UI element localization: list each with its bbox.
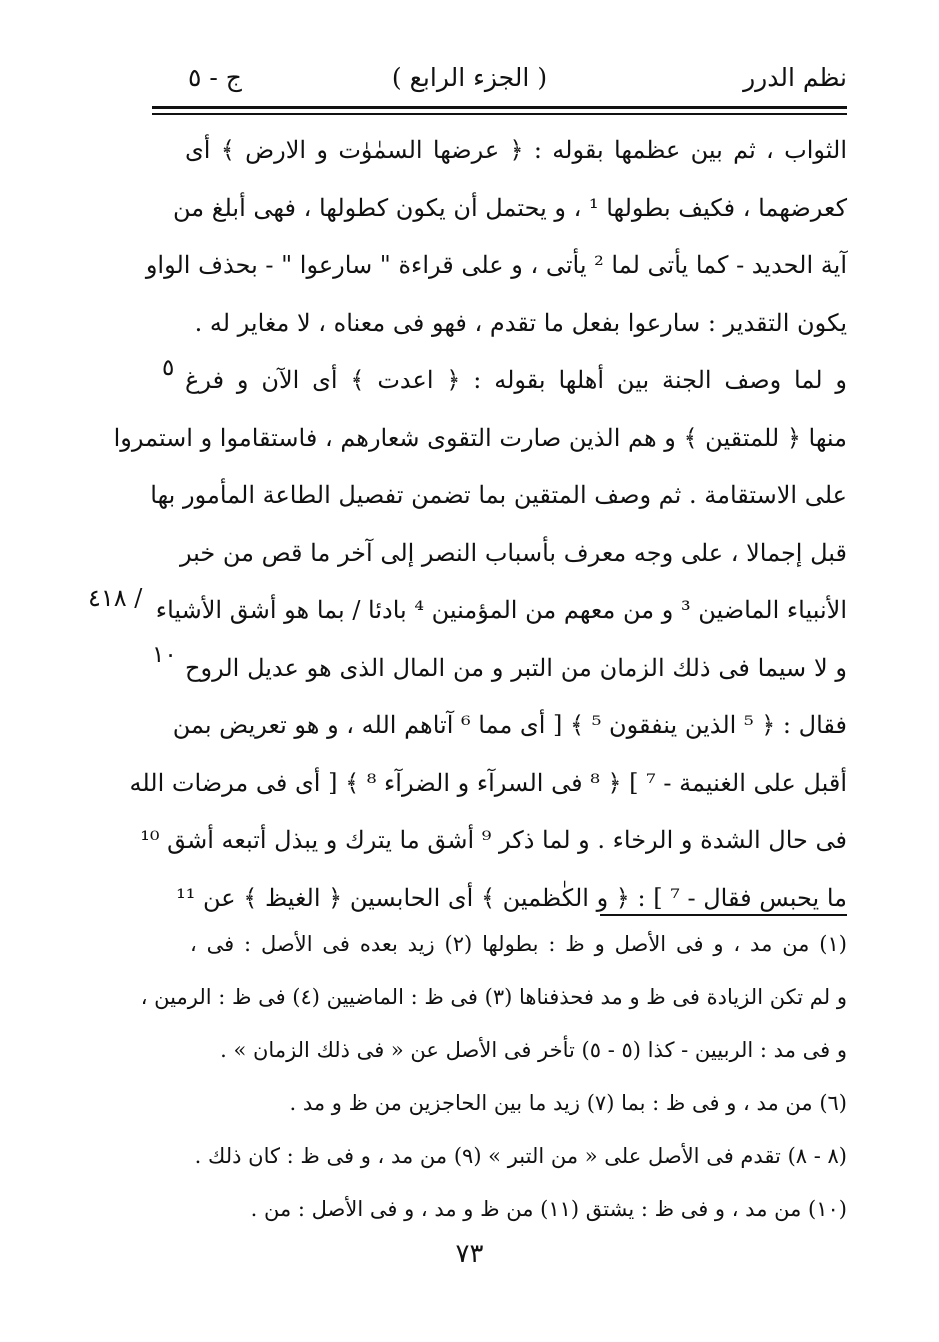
text-line: آية الحديد - كما يأتى لما ² يأتى ، و على قراءة " سارعوا " - بحذف الواو bbox=[145, 251, 847, 279]
header-rule-thin bbox=[152, 113, 847, 115]
footnote-line: و لم تكن الزيادة فى ظ و مد فحذفناها (٣) فى ظ : الماضيين (٤) فى ظ : الرمين ، bbox=[140, 985, 847, 1009]
text-line: يكون التقدير : سارعوا بفعل ما تقدم ، فهو فى معناه ، لا مغاير له . bbox=[194, 308, 847, 337]
footnotes bbox=[140, 918, 847, 1236]
running-title: نظم الدرر bbox=[743, 63, 847, 92]
text-line: على الاستقامة . ثم وصف المتقين بما تضمن تفصيل الطاعة المأمور بها bbox=[150, 481, 847, 509]
text-line: الأنبياء الماضين ³ و من معهم من المؤمنين ⁴ بادئا / بما هو أشق الأشياء bbox=[155, 596, 847, 624]
text-line: فى حال الشدة و الرخاء . و لما ذكر ⁹ أشق ما يترك و يبذل أتبعه أشق ¹⁰ bbox=[140, 826, 847, 854]
line-number-5: ٥ bbox=[162, 355, 175, 381]
footnote-separator bbox=[600, 914, 847, 916]
text-line: منها ﴿ للمتقين ﴾ و هم الذين صارت التقوى شعارهم ، فاستقاموا و استمروا bbox=[113, 423, 847, 452]
footnote-line: (٨ - ٨) تقدم فى الأصل على « من التبر » (٩) من مد ، و فى ظ : كان ذلك . bbox=[194, 1144, 847, 1168]
footnote-line: (٦) من مد ، و فى ظ : بما (٧) زيد ما بين الحاجزين من ظ و مد . bbox=[289, 1091, 847, 1115]
header-rule-thick bbox=[152, 106, 847, 109]
text-line: فقال : ﴿ ⁵ الذين ينفقون ⁵ ﴾ [ أى مما ⁶ آتاهم الله ، و هو تعريض بمن bbox=[172, 711, 847, 739]
text-line: ما يحبس فقال - ⁷ ] : ﴿ و الكٰظمين ﴾ أى الحابسين ﴿ الغيظ ﴾ عن ¹¹ bbox=[176, 883, 847, 912]
text-line: و لما وصف الجنة بين أهلها بقوله : ﴿ اعدت ﴾ أى الآن و فرغ bbox=[185, 366, 847, 394]
text-line: و لا سيما فى ذلك الزمان من التبر و من المال الذى هو عديل الروح bbox=[185, 653, 847, 682]
text-line: أقبل على الغنيمة - ⁷ ] ﴿ ⁸ فى السرآء و الضرآء ⁸ ﴾ [ أى فى مرضات الله bbox=[129, 768, 847, 797]
part-number: ج - ٥ bbox=[188, 63, 242, 92]
text-line: قبل إجمالا ، على وجه معرف بأسباب النصر إلى آخر ما قص من خبر bbox=[179, 538, 847, 567]
footnote-line: (١) من مد ، و فى الأصل و ظ : بطولها (٢) زيد بعده فى الأصل : فى ، bbox=[190, 932, 847, 956]
footnote-line: و فى مد : الربيين - كذا (٥ - ٥) تأخر فى الأصل عن « فى ذلك الزمان » . bbox=[220, 1038, 847, 1062]
text-line: الثواب ، ثم بين عظمها بقوله : ﴿ عرضها السمٰوٰت و الارض ﴾ أى bbox=[185, 136, 847, 164]
manuscript-folio-marker: ٤١٨ / bbox=[88, 584, 143, 612]
volume-label: ( الجزء الرابع ) bbox=[391, 63, 548, 92]
line-number-10: ١٠ bbox=[152, 642, 177, 668]
footnote-line: (١٠) من مد ، و فى ظ : يشتق (١١) من ظ و مد ، و فى الأصل : من . bbox=[250, 1197, 847, 1221]
page-number: ٧٣ bbox=[455, 1239, 484, 1269]
text-line: كعرضهما ، فكيف بطولها ¹ ، و يحتمل أن يكون كطولها ، فهى أبلغ من bbox=[172, 193, 847, 222]
